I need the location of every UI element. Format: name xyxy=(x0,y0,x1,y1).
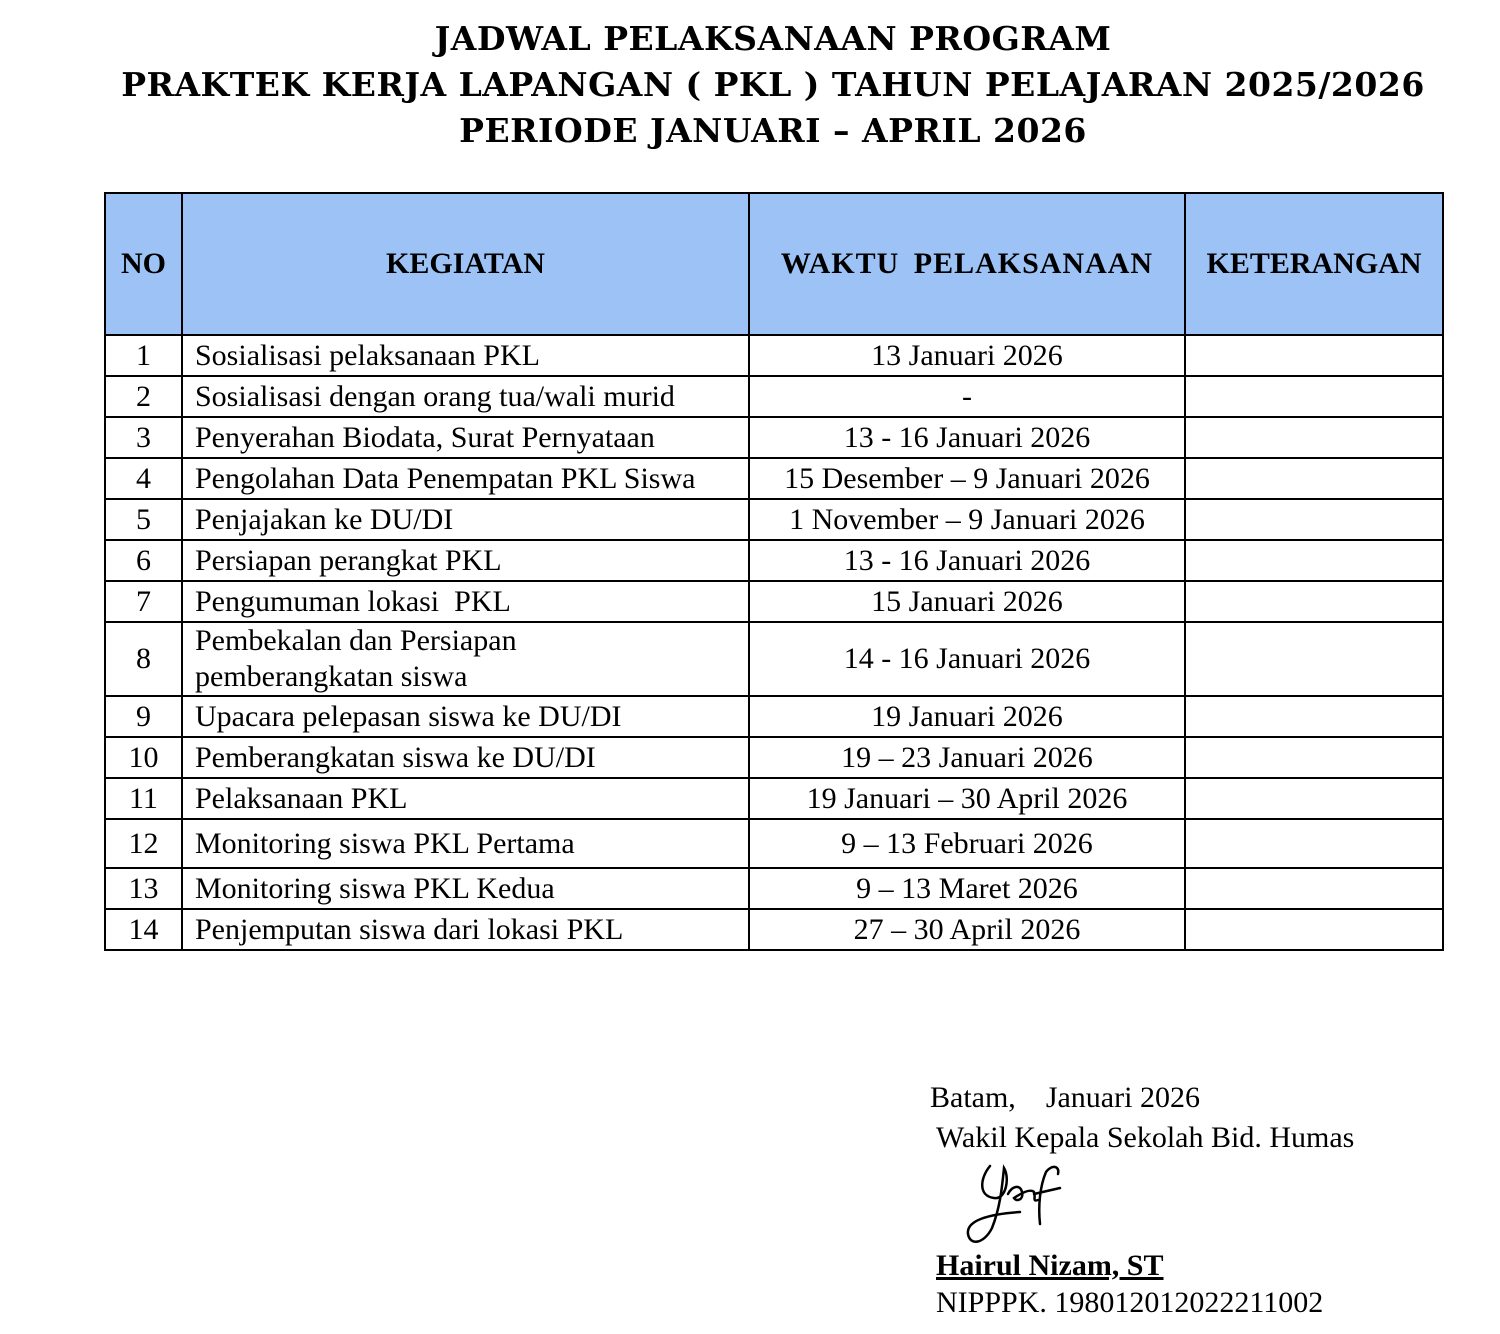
table-row xyxy=(105,376,1443,417)
row-no: 10 xyxy=(105,737,182,778)
row-waktu: 15 Januari 2026 xyxy=(749,581,1185,622)
table-row xyxy=(105,819,1443,868)
row-waktu: 9 – 13 Maret 2026 xyxy=(749,868,1185,909)
row-no: 4 xyxy=(105,458,182,499)
row-waktu: 13 - 16 Januari 2026 xyxy=(749,417,1185,458)
row-no: 9 xyxy=(105,696,182,737)
row-keterangan xyxy=(1185,868,1443,909)
row-no: 5 xyxy=(105,499,182,540)
row-kegiatan: Penyerahan Biodata, Surat Pernyataan xyxy=(182,417,749,458)
row-no: 8 xyxy=(105,622,182,696)
place-date xyxy=(930,1078,1470,1118)
row-kegiatan: Penjajakan ke DU/DI xyxy=(182,499,749,540)
row-kegiatan: Pelaksanaan PKL xyxy=(182,778,749,819)
row-keterangan xyxy=(1185,737,1443,778)
row-kegiatan: Monitoring siswa PKL Kedua xyxy=(182,868,749,909)
title-line-3: PERIODE JANUARI – APRIL 2026 xyxy=(459,111,1087,150)
row-kegiatan: Penjemputan siswa dari lokasi PKL xyxy=(182,909,749,950)
handwritten-signature xyxy=(950,1158,1080,1248)
row-no: 12 xyxy=(105,819,182,868)
row-kegiatan: Sosialisasi dengan orang tua/wali murid xyxy=(182,376,749,417)
table-row xyxy=(105,737,1443,778)
row-keterangan xyxy=(1185,622,1443,696)
row-waktu: - xyxy=(749,376,1185,417)
row-kegiatan: Pemberangkatan siswa ke DU/DI xyxy=(182,737,749,778)
row-waktu: 19 Januari 2026 xyxy=(749,696,1185,737)
row-kegiatan: Pengumuman lokasi PKL xyxy=(182,581,749,622)
row-no: 13 xyxy=(105,868,182,909)
row-keterangan xyxy=(1185,696,1443,737)
table-row xyxy=(105,868,1443,909)
document-title xyxy=(0,16,1500,154)
table-row xyxy=(105,909,1443,950)
row-waktu: 15 Desember – 9 Januari 2026 xyxy=(749,458,1185,499)
row-waktu: 13 - 16 Januari 2026 xyxy=(749,540,1185,581)
table-row xyxy=(105,458,1443,499)
row-waktu: 9 – 13 Februari 2026 xyxy=(749,819,1185,868)
row-no: 3 xyxy=(105,417,182,458)
table-row xyxy=(105,417,1443,458)
table-row xyxy=(105,335,1443,376)
sign-city: Batam, xyxy=(930,1081,1016,1114)
header-waktu: WAKTU PELAKSANAAN xyxy=(749,193,1185,335)
row-keterangan xyxy=(1185,458,1443,499)
row-keterangan xyxy=(1185,819,1443,868)
signer-nip: NIPPPK. 198012012022211002 xyxy=(936,1286,1324,1319)
row-waktu: 1 November – 9 Januari 2026 xyxy=(749,499,1185,540)
sign-position: Wakil Kepala Sekolah Bid. Humas xyxy=(936,1121,1355,1154)
table-row xyxy=(105,540,1443,581)
row-waktu: 13 Januari 2026 xyxy=(749,335,1185,376)
row-kegiatan: Persiapan perangkat PKL xyxy=(182,540,749,581)
row-keterangan xyxy=(1185,376,1443,417)
sign-date: Januari 2026 xyxy=(1045,1081,1200,1114)
row-kegiatan: Pengolahan Data Penempatan PKL Siswa xyxy=(182,458,749,499)
row-waktu: 19 – 23 Januari 2026 xyxy=(749,737,1185,778)
row-keterangan xyxy=(1185,417,1443,458)
schedule-table xyxy=(104,192,1444,951)
row-waktu: 19 Januari – 30 April 2026 xyxy=(749,778,1185,819)
row-waktu: 14 - 16 Januari 2026 xyxy=(749,622,1185,696)
row-kegiatan: Sosialisasi pelaksanaan PKL xyxy=(182,335,749,376)
title-line-1: JADWAL PELAKSANAAN PROGRAM xyxy=(434,19,1112,58)
header-no: NO xyxy=(105,193,182,335)
row-no: 2 xyxy=(105,376,182,417)
row-no: 14 xyxy=(105,909,182,950)
table-row xyxy=(105,499,1443,540)
row-keterangan xyxy=(1185,540,1443,581)
table-row xyxy=(105,622,1443,696)
title-line-2: PRAKTEK KERJA LAPANGAN ( PKL ) TAHUN PELAJARAN 2025/2026 xyxy=(121,65,1425,104)
signature-block xyxy=(930,1078,1470,1322)
row-kegiatan: Monitoring siswa PKL Pertama xyxy=(182,819,749,868)
row-keterangan xyxy=(1185,499,1443,540)
row-no: 7 xyxy=(105,581,182,622)
table-row xyxy=(105,696,1443,737)
signer-name: Hairul Nizam, ST xyxy=(936,1249,1164,1282)
row-keterangan xyxy=(1185,335,1443,376)
table-row xyxy=(105,581,1443,622)
row-kegiatan: Upacara pelepasan siswa ke DU/DI xyxy=(182,696,749,737)
header-kegiatan: KEGIATAN xyxy=(182,193,749,335)
table-header-row xyxy=(105,193,1443,335)
row-no: 6 xyxy=(105,540,182,581)
row-keterangan xyxy=(1185,581,1443,622)
row-no: 1 xyxy=(105,335,182,376)
row-keterangan xyxy=(1185,778,1443,819)
row-waktu: 27 – 30 April 2026 xyxy=(749,909,1185,950)
row-kegiatan: Pembekalan dan Persiapan pemberangkatan siswa xyxy=(182,622,749,696)
row-no: 11 xyxy=(105,778,182,819)
header-keterangan: KETERANGAN xyxy=(1185,193,1443,335)
row-keterangan xyxy=(1185,909,1443,950)
table-row xyxy=(105,778,1443,819)
